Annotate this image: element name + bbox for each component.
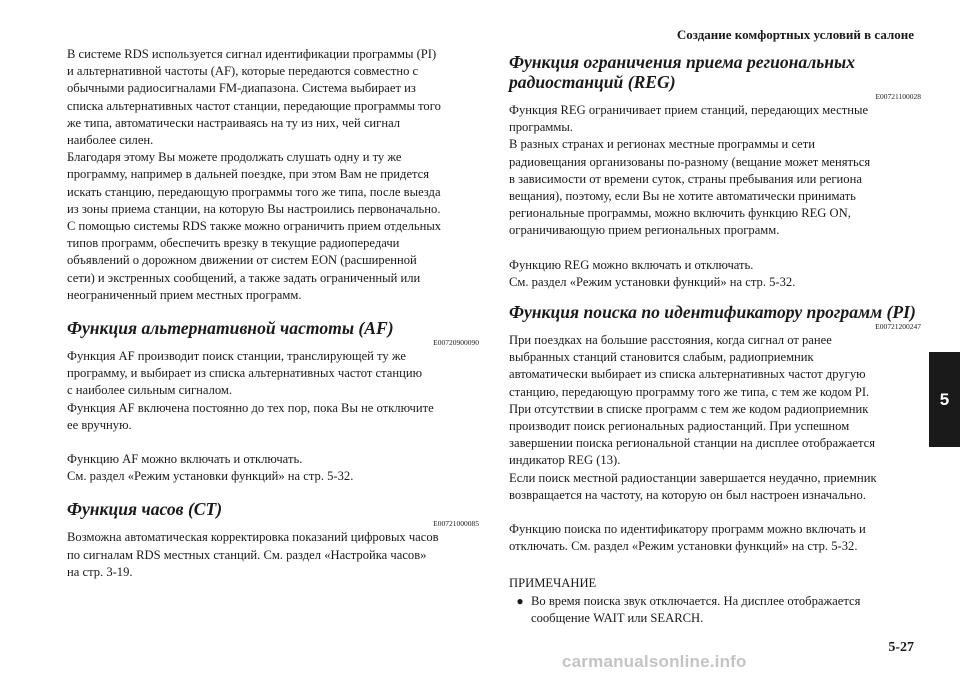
ct-paragraph-1: Возможна автоматическая корректировка показаний цифровых часов по сигналам RDS местных станций. См. раздел «Настройка часов» на стр. 3-19.	[67, 530, 439, 579]
intro-paragraph-1: В системе RDS используется сигнал идентификации программы (PI) и альтернативной частоты (AF), которые передаются совместно с обычными радиосигналами FM-диапазона. Система выбирает из списка альтернативных частот станции, передающие программы того же типа, автоматически настраиваясь на ту из них, чей сигнал наиболее силен.	[67, 47, 441, 148]
af-paragraph-1: Функция AF производит поиск станции, транслирующей ту же программу, и выбирает из списка альтернативных частот станцию с наиболее сильным сигналом.	[67, 349, 422, 398]
ct-section-title: Функция часов (CT)	[67, 499, 223, 520]
intro-paragraph-3: С помощью системы RDS также можно ограничить прием отдельных типов программ, обеспечить врезку в текущие радиопередачи объявлений о дорожном движении от систем EON (расширенной сети) и экстренных сообщений, а также задать ограниченный или неограниченный прием местных программ.	[67, 219, 442, 302]
note-text: Во время поиска звук отключается. На дисплее отображается сообщение WAIT или SEARCH.	[531, 593, 861, 625]
running-header: Создание комфортных условий в салоне	[676, 27, 914, 42]
pi-paragraph-1: При поездках на большие расстояния, когда сигнал от ранее выбранных станций становится слабым, радиоприемник автоматически выбирает из списка альтернативных частот другую станцию, передающую программу того же типа, с тем же кодом PI.	[509, 333, 870, 399]
left-column	[67, 46, 479, 581]
pi-section-title: Функция поиска по идентификатору программ (PI)	[509, 302, 916, 323]
note-block	[509, 575, 921, 627]
watermark: carmanualsonline.info	[562, 652, 747, 671]
note-heading: ПРИМЕЧАНИЕ	[509, 576, 597, 591]
reg-section-code: E00721100028	[875, 92, 921, 101]
af-paragraph-3: Функцию AF можно включать и отключать. См. раздел «Режим установки функций» на стр. 5-32.	[67, 452, 354, 484]
reg-paragraph-2: В разных странах и регионах местные программы и сети радиовещания организованы по-разному (вещание может меняться в зависимости от времени суток, страны пребывания или региона вещания), поэтому, если Вы не хотите автоматически принимать региональные программы, можно включить функцию REG ON, ограничивающую прием региональных программ.	[509, 137, 871, 238]
af-paragraph-2: Функция AF включена постоянно до тех пор, пока Вы не отключите ее вручную.	[67, 400, 434, 432]
reg-paragraph-3: Функцию REG можно включать и отключать. См. раздел «Режим установки функций» на стр. 5-32.	[509, 257, 796, 289]
af-section-title: Функция альтернативной частоты (AF)	[67, 318, 394, 339]
pi-section-code: E00721200247	[875, 322, 921, 332]
bullet-icon: ●	[516, 593, 524, 608]
chapter-number: 5	[939, 389, 950, 409]
af-section-code: E00720900090	[433, 338, 479, 348]
ct-section-code: E00721000085	[433, 519, 479, 529]
pi-paragraph-4: Функцию поиска по идентификатору программ можно включать и отключать. См. раздел «Режим установки функций» на стр. 5-32.	[509, 522, 866, 554]
chapter-tab	[929, 352, 960, 447]
reg-paragraph-1: Функция REG ограничивает прием станций, передающих местные программы.	[509, 103, 869, 135]
pi-paragraph-3: Если поиск местной радиостанции завершается неудачно, приемник возвращается на частоту, на которую он был настроен изначально.	[509, 470, 877, 502]
intro-paragraph-2: Благодаря этому Вы можете продолжать слушать одну и ту же программу, например в дальней поездке, при этом Вам не придется искать станцию, передающую программы того же типа, после выезда из зоны приема станции, на которую Вы настроились первоначально.	[67, 150, 441, 216]
right-column	[509, 46, 921, 627]
note-item	[509, 593, 921, 627]
page-number: 5-27	[888, 640, 914, 655]
pi-paragraph-2: При отсутствии в списке программ с тем же кодом радиоприемник производит поиск региональных радиостанций. При успешном завершении поиска региональной станции на дисплее отображается индикатор REG (13).	[509, 401, 875, 468]
reg-section-title: Функция ограничения приема региональных радиостанций (REG)	[509, 52, 856, 92]
